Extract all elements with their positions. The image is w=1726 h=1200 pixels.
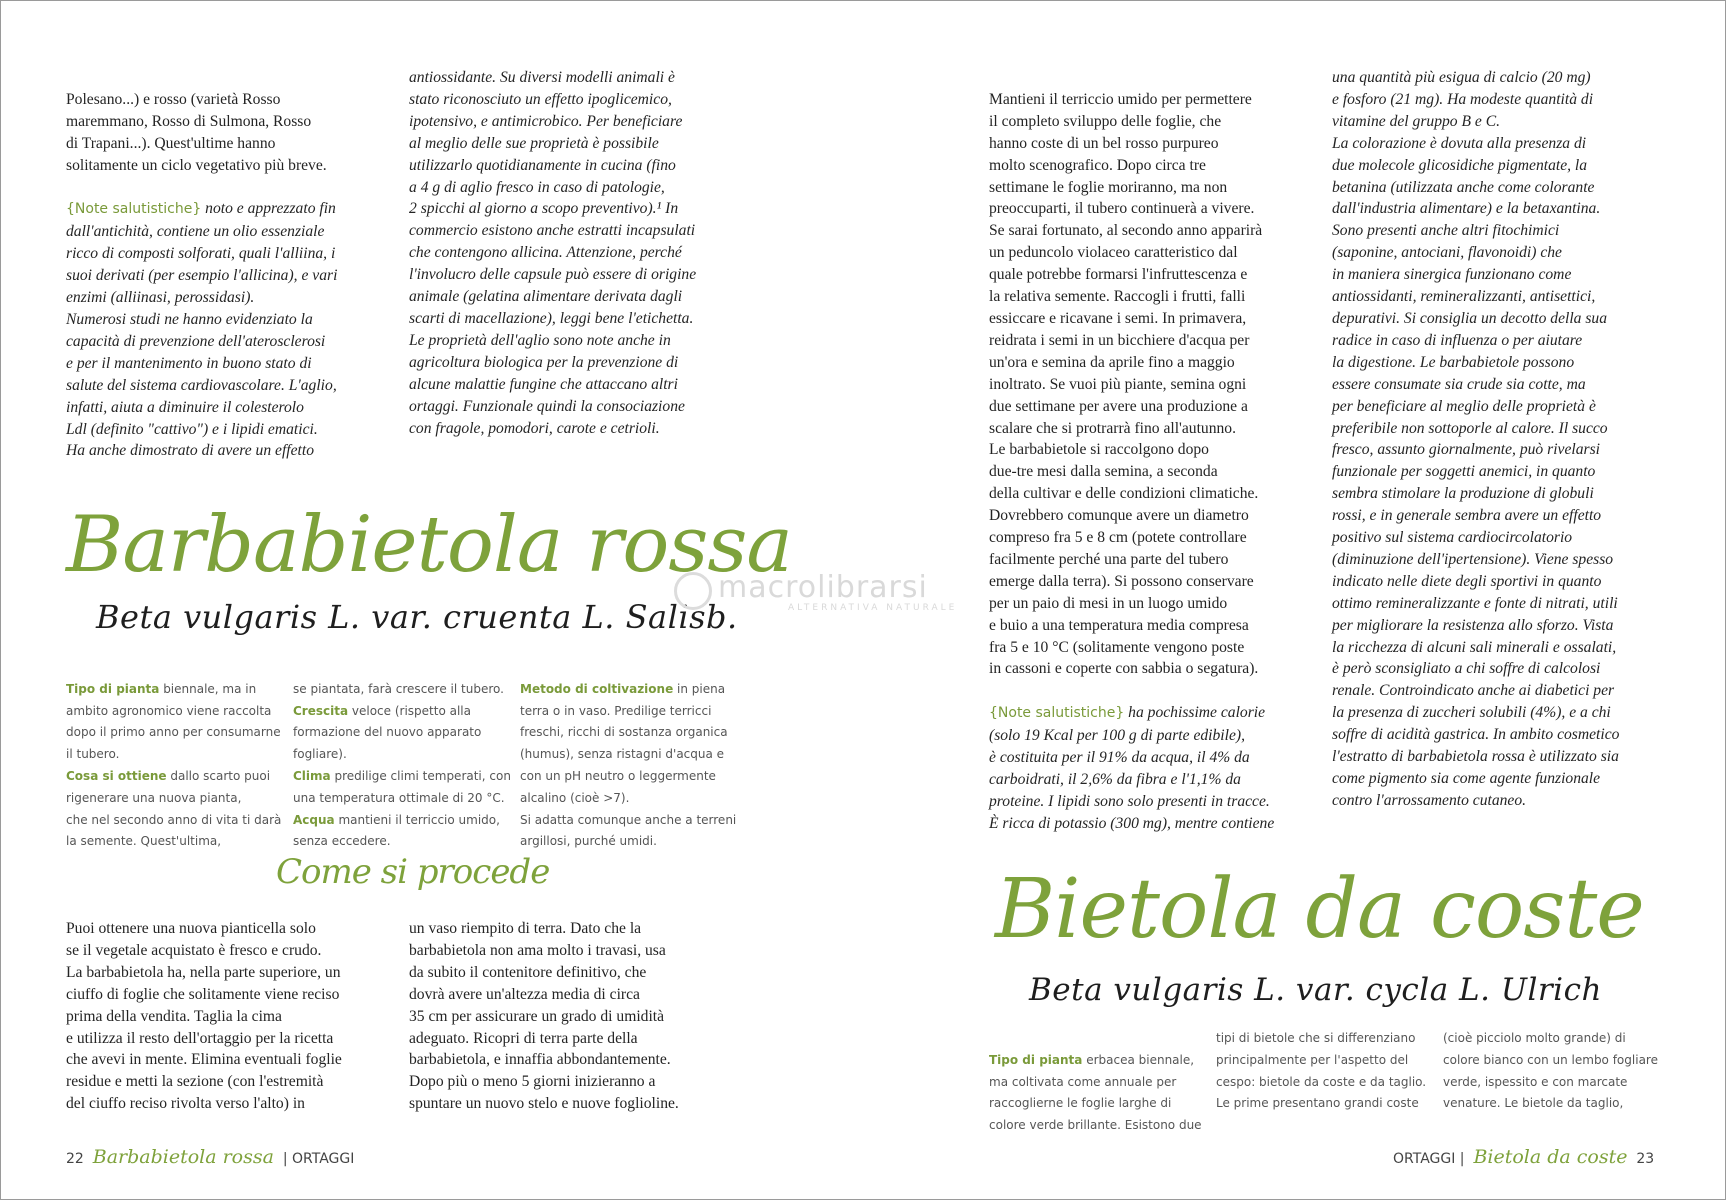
plant-info-col2: tipi di bietole che si differenziano principalmente per l'aspetto del cespo: bietole da coste e da taglio. Le prime presentano grandi coste — [1216, 1031, 1427, 1111]
info-value-growth: veloce (rispetto alla formazione del nuovo apparato fogliare). — [293, 703, 482, 762]
intro-text-col1 — [66, 67, 396, 462]
note-text-col1: noto e apprezzato fin dall'antichità, contiene un olio essenziale ricco di composti solforati, quali l'alliina, i suoi derivati (per esempio l'allicina), e vari enzimi (alliinasi, perossidasi). Numerosi studi ne hanno evidenziato la capacità di prevenzione dell'aterosclerosi e per il mantenimento in buono stato di salute del sistema cardiovascolare. L'aglio, infatti, aiuta a diminuire il colesterolo Ldl (definito "cattivo") e i lipidi ematici. Ha anche dimostrato di avere un effetto — [66, 200, 338, 460]
cultivation-paragraph: Mantieni il terriccio umido per permettere il completo sviluppo delle foglie, che hanno coste di un bel rosso purpureo molto scenografico. Dopo circa tre settimane le foglie moriranno, ma non preoccuparti, il tubero continuerà a vivere. Se sarai fortunato, al secondo anno apparirà un peduncolo violaceo caratteristico dal quale potrebbe formarsi l'infruttescenza e la relativa semente. Raccogli i frutti, falli essiccare e ricavane i semi. In primavera, reidrata i semi in un bicchiere d'acqua per un'ora e semina da aprile fino a maggio inoltrato. Se vuoi più piante, semina ogni due settimane per avere una produzione a scalare che si protrarrà fino all'autunno. Le barbabietole si raccolgono dopo due-tre mesi dalla semina, a seconda della cultivar e delle condizioni climatiche. Dovrebbero comunque avere un diametro compreso fra 5 e 8 cm (potete controllare facilmente perché una parte del tubero emerge dalla terra). Si possono conservare per un paio di mesi in un luogo umido e buio a una temperatura media compresa fra 5 e 10 °C (solitamente vengono poste in cassoni e coperte con sabbia o segatura). — [989, 90, 1263, 678]
procedure-col2: un vaso riempito di terra. Dato che la barbabietola non ama molto i travasi, usa da subito il contenitore definitivo, che dovrà avere un'altezza media di circa 35 cm per assicurare un grado di umidità adeguato. Ricopri di terra parte della barbabietola, e innaffia abbondantemente. Dopo più o meno 5 giorni inizieranno a spuntare un nuovo stelo e nuove foglioline. — [409, 920, 679, 1113]
plant-scientific-name: Beta vulgaris L. var. cruenta L. Salisb. — [96, 598, 738, 636]
plant-info-col2 — [293, 657, 513, 853]
plant-info-col1 — [989, 1028, 1209, 1137]
info-value-water: mantieni il terriccio umido, senza eccedere. — [293, 812, 500, 849]
info-value-yield: dallo scarto puoi rigenerare una nuova pianta, che nel secondo anno di vita ti darà la semente. Quest'ultima, — [66, 768, 282, 849]
right-text-col1 — [989, 67, 1324, 835]
note-label: {Note salutistiche} — [66, 201, 202, 218]
note-text-col2: antiossidante. Su diversi modelli animali è stato riconosciuto un effetto ipoglicemico, ipotensivo, e antimicrobico. Per beneficiare al meglio delle sue proprietà è possibile utilizzarlo quotidianamente in cucina (fino a 4 g di aglio fresco in caso di patologie, 2 spicchi al giorno a scopo preventivo).¹ In commercio esistono anche estratti incapsulati che contengono allicina. Attenzione, perché l'involucro delle capsule può essere di origine animale (gelatina alimentare derivata dagli scarti di macellazione), leggi bene l'etichetta. Le proprietà dell'aglio sono note anche in agricoltura biologica per la prevenzione di alcune malattie fungine che attaccano altri ortaggi. Funzionale quindi la consociazione con fragole, pomodori, carote e cetrioli. — [409, 69, 697, 437]
footer-section: ORTAGGI — [1393, 1151, 1456, 1167]
info-value-continued: se piantata, farà crescere il tubero. — [293, 681, 504, 696]
info-key-method: Metodo di coltivazione — [520, 681, 674, 696]
page-number: 22 — [66, 1151, 84, 1167]
info-key-growth: Crescita — [293, 703, 349, 718]
info-key-type: Tipo di pianta — [66, 681, 160, 696]
plant-scientific-name: Beta vulgaris L. var. cycla L. Ulrich — [1029, 972, 1602, 1008]
footer-separator: | — [278, 1151, 293, 1167]
watermark-tagline: ALTERNATIVA NATURALE — [788, 603, 958, 613]
note-label: {Note salutistiche} — [989, 705, 1125, 722]
plant-title: Bietola da coste — [995, 862, 1644, 957]
page-number: 23 — [1636, 1151, 1655, 1167]
page-footer-right — [1393, 1146, 1654, 1168]
footer-title: Bietola da coste — [1473, 1146, 1628, 1168]
right-page — [863, 0, 1726, 1200]
plant-info-col3 — [520, 657, 750, 853]
watermark — [718, 570, 957, 613]
info-key-climate: Clima — [293, 768, 331, 783]
info-value-method: in piena terra o in vaso. Predilige terricci freschi, ricchi di sostanza organica (humus), senza ristagni d'acqua e con un pH neutro o leggermente alcalino (cioè >7). Si adatta comunque anche a terreni argillosi, purché umidi. — [520, 681, 737, 849]
info-key-yield: Cosa si ottiene — [66, 768, 167, 783]
footer-section: ORTAGGI — [292, 1151, 355, 1167]
info-key-type: Tipo di pianta — [989, 1052, 1083, 1067]
info-value-type: erbacea biennale, ma coltivata come annuale per raccoglierne le foglie larghe di colore verde brillante. Esistono due — [989, 1052, 1202, 1133]
procedure-col1: Puoi ottenere una nuova pianticella solo se il vegetale acquistato è fresco e crudo. La barbabietola ha, nella parte superiore, un ciuffo di foglie che solitamente viene reciso prima della vendita. Taglia la cima e utilizza il resto dell'ortaggio per la ricetta che avevi in mente. Elimina eventuali foglie residue e metti la sezione (con l'estremità del ciuffo reciso rivolta verso l'alto) in — [66, 920, 342, 1113]
info-value-climate: predilige climi temperati, con una temperatura ottimale di 20 °C. — [293, 768, 511, 805]
plant-info-col3: (cioè picciolo molto grande) di colore bianco con un lembo fogliare verde, ispessito e con marcate venature. Le bietole da taglio, — [1443, 1031, 1658, 1111]
footer-title: Barbabietola rossa — [92, 1146, 274, 1168]
footer-separator: | — [1455, 1151, 1469, 1167]
info-value-type: biennale, ma in ambito agronomico viene raccolta dopo il primo anno per consumarne il tubero. — [66, 681, 281, 762]
info-key-water: Acqua — [293, 812, 335, 827]
plant-title: Barbabietola rossa — [66, 500, 792, 590]
section-heading: Come si procede — [276, 852, 550, 892]
watermark-text: macrolibrarsi — [718, 570, 928, 605]
right-text-col2: una quantità più esigua di calcio (20 mg) e fosforo (21 mg). Ha modeste quantità di vitamine del gruppo B e C. La colorazione è dovuta alla presenza di due molecole glicosidiche pigmentate, la betanina (utilizzata anche come colorante dall'industria alimentare) e la betaxantina. Sono presenti anche altri fitochimici (saponine, antociani, flavonoidi) che in maniera sinergica funzionano come antiossidanti, remineralizzanti, antisettici, depurativi. Si consiglia un decotto della sua radice in caso di influenza o per aiutare la digestione. Le barbabietole possono essere consumate sia crude sia cotte, ma per beneficiare al meglio delle proprietà è preferibile non sottoporle al calore. Il succo fresco, assunto giornalmente, può rivelarsi funzionale per soggetti anemici, in quanto sembra stimolare la produzione di globuli rossi, e in generale sembra avere un effetto positivo sul sistema cardiocircolatorio (diminuzione dell'ipertensione). Viene spesso indicato nelle diete degli sportivi in quanto ottimo remineralizzante e fonte di nitrati, utili per migliorare la resistenza allo sforzo. Vista la ricchezza di alcuni sali minerali e ossalati, è però sconsigliato a chi soffre di calcolosi renale. Controindicato anche ai diabetici per la presenza di zuccheri solubili (4%), e a chi soffre di acidità gastrica. In ambito cosmetico l'estratto di barbabietola rossa è utilizzato sia come pigmento sia come agente funzionale contro l'arrossamento cutaneo. — [1332, 69, 1620, 809]
note-text: ha pochissime calorie (solo 19 Kcal per 100 g di parte edibile), è costituita per il 91% da acqua, il 4% da carboidrati, il 2,6% da fibra e l'1,1% da proteine. I lipidi sono solo presenti in tracce. È ricca di potassio (300 mg), mentre contiene — [989, 704, 1275, 832]
plant-info-col1 — [66, 657, 286, 853]
leaf-logo-icon — [674, 572, 712, 610]
intro-paragraph: Polesano...) e rosso (varietà Rosso maremmano, Rosso di Sulmona, Rosso di Trapani...). Quest'ultime hanno solitamente un ciclo vegetativo più breve. — [66, 90, 327, 174]
page-footer-left — [66, 1146, 354, 1168]
